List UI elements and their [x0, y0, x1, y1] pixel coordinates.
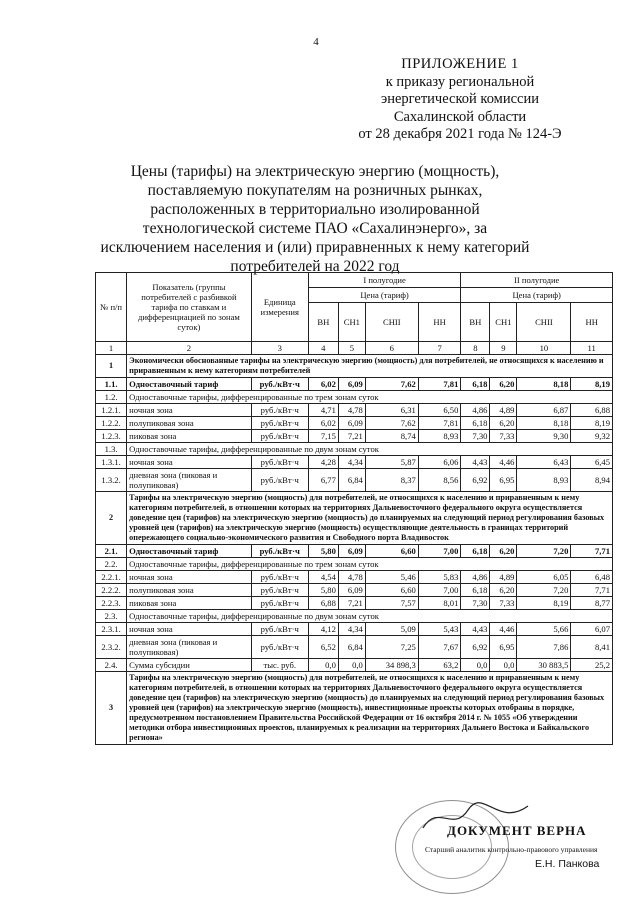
row-value: 4,46: [490, 456, 517, 469]
subsection-text: Одноставочные тарифы, дифференцированные по двум зонам суток: [127, 610, 613, 623]
row-value: 6,07: [571, 623, 613, 636]
subsection-row: [96, 443, 613, 456]
appendix-line: к приказу региональной: [385, 73, 535, 90]
row-value: 7,81: [418, 378, 461, 391]
row-unit: руб./кВт·ч: [251, 636, 308, 659]
row-number: 2.3.1.: [96, 623, 127, 636]
row-value: 6,84: [338, 636, 365, 659]
row-name: Одноставочный тариф: [127, 545, 252, 558]
row-value: 6,09: [338, 584, 365, 597]
row-number: 1.2.1.: [96, 404, 127, 417]
row-value: 8,41: [571, 636, 613, 659]
row-value: 4,43: [461, 456, 490, 469]
section-row: [96, 492, 613, 545]
row-name: ночная зона: [127, 456, 252, 469]
page-number: 4: [313, 36, 319, 48]
column-number: 8: [461, 342, 490, 355]
row-name: пиковая зона: [127, 430, 252, 443]
column-number: 4: [308, 342, 338, 355]
row-value: 6,20: [490, 417, 517, 430]
row-value: 6,88: [308, 597, 338, 610]
row-value: 7,71: [571, 545, 613, 558]
row-name: дневная зона (пиковая и полупиковая): [127, 469, 252, 492]
table-row: [96, 417, 613, 430]
row-value: 30 883,5: [517, 659, 571, 672]
row-value: 6,18: [461, 417, 490, 430]
header-col: НН: [571, 303, 613, 342]
header-num: № п/п: [96, 273, 127, 342]
row-value: 6,50: [418, 404, 461, 417]
row-value: 8,18: [517, 417, 571, 430]
appendix-line: энергетической комиссии: [380, 91, 540, 107]
seal-label: ДОКУМЕНТ ВЕРНА: [447, 823, 587, 838]
row-value: 6,20: [490, 545, 517, 558]
table-row: [96, 623, 613, 636]
row-value: 4,86: [461, 571, 490, 584]
row-name: пиковая зона: [127, 597, 252, 610]
row-unit: руб./кВт·ч: [251, 545, 308, 558]
header-unit: Единица измерения: [251, 273, 308, 342]
row-value: 8,74: [365, 430, 418, 443]
section-row: [96, 355, 613, 378]
row-unit: руб./кВт·ч: [251, 378, 308, 391]
header-col: ВН: [461, 303, 490, 342]
header-col: СНII: [517, 303, 571, 342]
header-col: СН1: [490, 303, 517, 342]
row-value: 7,20: [517, 584, 571, 597]
row-number: 1: [96, 355, 127, 378]
section-row: [96, 672, 613, 745]
row-name: дневная зона (пиковая и полупиковая): [127, 636, 252, 659]
column-number: 2: [127, 342, 252, 355]
row-value: 34 898,3: [365, 659, 418, 672]
row-number: 2.2.2.: [96, 584, 127, 597]
row-number: 1.3.: [96, 443, 127, 456]
table-row: [96, 571, 613, 584]
row-value: 5,43: [418, 623, 461, 636]
row-value: 7,33: [490, 597, 517, 610]
row-unit: руб./кВт·ч: [251, 597, 308, 610]
row-number: 1.3.2.: [96, 469, 127, 492]
row-value: 9,32: [571, 430, 613, 443]
subsection-row: [96, 558, 613, 571]
row-value: 8,93: [517, 469, 571, 492]
row-value: 7,30: [461, 430, 490, 443]
appendix-date: от 28 декабря 2021 года № 124-Э: [358, 126, 562, 142]
row-value: 7,30: [461, 597, 490, 610]
row-value: 0,0: [490, 659, 517, 672]
row-value: 4,54: [308, 571, 338, 584]
row-number: 2.1.: [96, 545, 127, 558]
row-unit: руб./кВт·ч: [251, 584, 308, 597]
appendix-line: Сахалинской области: [393, 108, 527, 125]
header-col: СН1: [338, 303, 365, 342]
row-value: 4,78: [338, 571, 365, 584]
row-number: 1.2.3.: [96, 430, 127, 443]
row-unit: руб./кВт·ч: [251, 623, 308, 636]
subsection-text: Одноставочные тарифы, дифференцированные по трем зонам суток: [127, 558, 613, 571]
row-number: 2.2.: [96, 558, 127, 571]
row-value: 6,18: [461, 584, 490, 597]
row-value: 7,20: [517, 545, 571, 558]
row-value: 4,28: [308, 456, 338, 469]
table-row: [96, 456, 613, 469]
row-number: 2.2.3.: [96, 597, 127, 610]
row-value: 6,60: [365, 584, 418, 597]
row-value: 7,15: [308, 430, 338, 443]
row-number: 2.4.: [96, 659, 127, 672]
appendix-header: [330, 56, 590, 144]
table-header-row: [96, 273, 613, 288]
row-value: 6,84: [338, 469, 365, 492]
row-value: 7,33: [490, 430, 517, 443]
row-value: 6,18: [461, 378, 490, 391]
row-value: 7,62: [365, 417, 418, 430]
seal-department: Старший аналитик контрольно-правового управления: [425, 845, 598, 854]
row-value: 6,95: [490, 469, 517, 492]
row-value: 6,95: [490, 636, 517, 659]
row-unit: руб./кВт·ч: [251, 430, 308, 443]
section-text: Тарифы на электрическую энергию (мощность) для потребителей, не относящихся к населению и приравненным к нему категориям потребителей, в отношении которых на территориях Дальневосточного федерального округа осуществляется доведение цен (тарифов) на электрическую энергию (мощность) до планируемых на следующий период регулирования базовых уровней цен (тарифов) на электрическую энергию (мощность) осуществляющие деятельность в границах территорий опережающего социально-экономического развития и Свободного порта Владивосток: [127, 492, 613, 545]
header-col: ВН: [308, 303, 338, 342]
row-value: 7,71: [571, 584, 613, 597]
row-value: 9,30: [517, 430, 571, 443]
appendix-title: ПРИЛОЖЕНИЕ 1: [401, 56, 519, 72]
row-value: 6,77: [308, 469, 338, 492]
row-name: полупиковая зона: [127, 584, 252, 597]
row-name: Одноставочный тариф: [127, 378, 252, 391]
row-value: 7,67: [418, 636, 461, 659]
row-unit: руб./кВт·ч: [251, 456, 308, 469]
row-value: 5,87: [365, 456, 418, 469]
table-row: [96, 659, 613, 672]
row-value: 8,77: [571, 597, 613, 610]
column-number: 10: [517, 342, 571, 355]
row-number: 1.3.1.: [96, 456, 127, 469]
row-value: 6,09: [338, 378, 365, 391]
row-value: 6,31: [365, 404, 418, 417]
row-name: Сумма субсидии: [127, 659, 252, 672]
row-number: 1.1.: [96, 378, 127, 391]
header-price: Цена (тариф): [308, 288, 461, 303]
row-value: 0,0: [338, 659, 365, 672]
row-value: 8,19: [571, 378, 613, 391]
table-row: [96, 469, 613, 492]
row-number: 2.3.: [96, 610, 127, 623]
document-title: Цены (тарифы) на электрическую энергию (мощность), поставляемую покупателям на розничных рынках, расположенных в территориально изолированной технологической системе ПАО «Сахалинэнерго», за исключением населения и (или) приравненных к нему категорий потребителей на 2022 год: [100, 163, 530, 275]
row-value: 6,45: [571, 456, 613, 469]
row-value: 6,02: [308, 417, 338, 430]
tariff-table-body: [96, 273, 613, 745]
row-value: 6,18: [461, 545, 490, 558]
row-value: 8,94: [571, 469, 613, 492]
column-number: 1: [96, 342, 127, 355]
row-unit: руб./кВт·ч: [251, 571, 308, 584]
subsection-row: [96, 610, 613, 623]
row-unit: руб./кВт·ч: [251, 469, 308, 492]
row-value: 8,56: [418, 469, 461, 492]
row-value: 6,92: [461, 469, 490, 492]
row-value: 6,09: [338, 545, 365, 558]
table-row: [96, 597, 613, 610]
row-value: 7,62: [365, 378, 418, 391]
column-number: 6: [365, 342, 418, 355]
row-value: 4,43: [461, 623, 490, 636]
row-value: 0,0: [308, 659, 338, 672]
row-value: 0,0: [461, 659, 490, 672]
column-number-row: [96, 342, 613, 355]
column-number: 11: [571, 342, 613, 355]
row-value: 6,92: [461, 636, 490, 659]
row-value: 7,86: [517, 636, 571, 659]
row-value: 6,60: [365, 545, 418, 558]
subsection-text: Одноставочные тарифы, дифференцированные по трем зонам суток: [127, 391, 613, 404]
header-col: СНII: [365, 303, 418, 342]
header-col: НН: [418, 303, 461, 342]
row-value: 7,21: [338, 597, 365, 610]
row-value: 6,52: [308, 636, 338, 659]
section-text: Экономически обоснованные тарифы на электрическую энергию (мощность) для потребителей, не относящихся к населению и приравненным к нему категориям потребителей: [127, 355, 613, 378]
header-half2: II полугодие: [461, 273, 613, 288]
row-number: 2.2.1.: [96, 571, 127, 584]
table-row: [96, 545, 613, 558]
row-value: 4,78: [338, 404, 365, 417]
row-number: 2: [96, 492, 127, 545]
row-value: 8,01: [418, 597, 461, 610]
table-row: [96, 404, 613, 417]
row-unit: руб./кВт·ч: [251, 417, 308, 430]
section-text: Тарифы на электрическую энергию (мощность) для потребителей, не относящихся к населению и приравненным к нему категориям потребителей, в отношении которых на территориях Дальневосточного федерального округа осуществляется доведение цен (тарифов) на электрическую энергию (мощность) до планируемых на следующий период регулирования базовых уровней цен (тарифов) на электрическую энергию (мощность), инвестиционные проекты которых отобраны в порядке, предусмотренном постановлением Правительства Российской Федерации от 16 октября 2014 г. № 1055 «Об утверждении методики отбора инвестиционных проектов, планируемых к реализации на территориях Дальнего Востока и Байкальского региона»: [127, 672, 613, 745]
column-number: 9: [490, 342, 517, 355]
subsection-text: Одноставочные тарифы, дифференцированные по двум зонам суток: [127, 443, 613, 456]
row-name: ночная зона: [127, 404, 252, 417]
row-value: 25,2: [571, 659, 613, 672]
row-value: 6,87: [517, 404, 571, 417]
row-value: 6,43: [517, 456, 571, 469]
row-number: 2.3.2.: [96, 636, 127, 659]
row-value: 4,71: [308, 404, 338, 417]
table-row: [96, 378, 613, 391]
row-value: 6,88: [571, 404, 613, 417]
header-indicator: Показатель (группы потребителей с разбивкой тарифа по ставкам и дифференциацией по зонам суток): [127, 273, 252, 342]
tariff-table: [95, 272, 613, 745]
row-value: 4,34: [338, 623, 365, 636]
header-price: Цена (тариф): [461, 288, 613, 303]
row-value: 8,18: [517, 378, 571, 391]
row-value: 5,80: [308, 545, 338, 558]
row-value: 7,81: [418, 417, 461, 430]
row-number: 3: [96, 672, 127, 745]
row-value: 7,00: [418, 584, 461, 597]
table-row: [96, 584, 613, 597]
row-value: 5,46: [365, 571, 418, 584]
row-value: 7,21: [338, 430, 365, 443]
row-value: 4,46: [490, 623, 517, 636]
column-number: 7: [418, 342, 461, 355]
row-value: 5,83: [418, 571, 461, 584]
row-value: 8,93: [418, 430, 461, 443]
table-row: [96, 430, 613, 443]
table-row: [96, 636, 613, 659]
row-value: 8,37: [365, 469, 418, 492]
row-value: 5,80: [308, 584, 338, 597]
row-unit: тыс. руб.: [251, 659, 308, 672]
row-number: 1.2.: [96, 391, 127, 404]
row-value: 4,89: [490, 404, 517, 417]
row-value: 7,57: [365, 597, 418, 610]
row-value: 4,86: [461, 404, 490, 417]
row-number: 1.2.2.: [96, 417, 127, 430]
row-value: 6,09: [338, 417, 365, 430]
column-number: 5: [338, 342, 365, 355]
row-value: 63,2: [418, 659, 461, 672]
row-name: полупиковая зона: [127, 417, 252, 430]
row-unit: руб./кВт·ч: [251, 404, 308, 417]
row-value: 6,48: [571, 571, 613, 584]
row-name: ночная зона: [127, 623, 252, 636]
column-number: 3: [251, 342, 308, 355]
row-value: 8,19: [517, 597, 571, 610]
row-value: 6,06: [418, 456, 461, 469]
header-half1: I полугодие: [308, 273, 461, 288]
row-value: 8,19: [571, 417, 613, 430]
row-value: 6,20: [490, 584, 517, 597]
row-value: 5,66: [517, 623, 571, 636]
row-value: 6,20: [490, 378, 517, 391]
row-value: 7,25: [365, 636, 418, 659]
subsection-row: [96, 391, 613, 404]
signer-name: Е.Н. Панкова: [535, 858, 600, 870]
row-value: 5,09: [365, 623, 418, 636]
row-value: 6,05: [517, 571, 571, 584]
row-value: 4,89: [490, 571, 517, 584]
row-value: 6,02: [308, 378, 338, 391]
row-value: 4,34: [338, 456, 365, 469]
row-name: ночная зона: [127, 571, 252, 584]
row-value: 4,12: [308, 623, 338, 636]
row-value: 7,00: [418, 545, 461, 558]
